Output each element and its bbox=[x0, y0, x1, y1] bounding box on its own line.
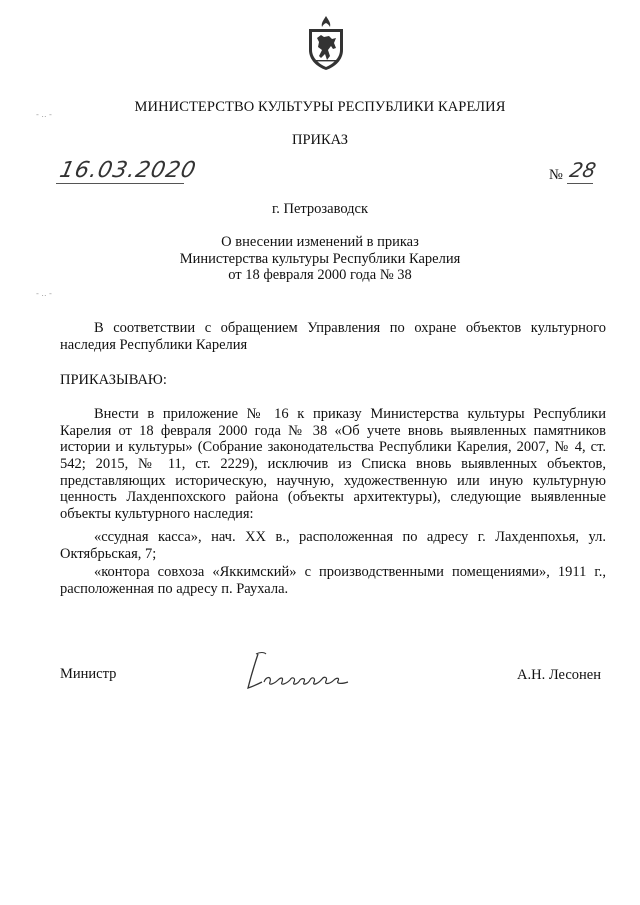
list-item: «ссудная касса», нач. XX в., расположенная по адресу г. Лахденпохья, ул. Октябрьская, 7; bbox=[60, 529, 606, 562]
number-underline bbox=[567, 183, 593, 184]
subject-line: Министерства культуры Республики Карелия bbox=[179, 250, 461, 267]
handwritten-signature bbox=[240, 646, 360, 694]
signatory-position: Министр bbox=[60, 666, 117, 682]
number-label: № bbox=[549, 167, 563, 183]
main-paragraph: Внести в приложение № 16 к приказу Министерства культуры Республики Карелия от 18 февраля 2000 года № 38 «Об учете вновь выявленных памятников истории и культуры» (Собрание законодательства Республики Карелия, 2007, № 4, ст. 542; 2015, № 11, ст. 2229), исключив из Списка вновь выявленных объектов, представляющих историческую, научную, художественную или иную культурную ценность Лахденпохского района (объекты архитектуры), следующие выявленные объекты культурного наследия: bbox=[60, 406, 606, 523]
date-underline bbox=[56, 183, 184, 184]
signatory-name: А.Н. Лесонен bbox=[517, 667, 601, 683]
city-line: г. Петрозаводск bbox=[271, 201, 369, 217]
handwritten-date: 16.03.2020 bbox=[57, 158, 199, 183]
scan-mark: - .. - bbox=[36, 289, 52, 298]
subject-line: О внесении изменений в приказ bbox=[221, 234, 419, 250]
handwritten-number: 28 bbox=[567, 158, 599, 182]
scan-mark: - .. - bbox=[36, 110, 52, 119]
document-type: ПРИКАЗ bbox=[291, 132, 349, 148]
ministry-name: МИНИСТЕРСТВО КУЛЬТУРЫ РЕСПУБЛИКИ КАРЕЛИЯ bbox=[134, 99, 506, 115]
coat-of-arms-emblem bbox=[306, 14, 346, 72]
subject-line: от 18 февраля 2000 года № 38 bbox=[228, 267, 412, 284]
order-heading: ПРИКАЗЫВАЮ: bbox=[60, 372, 167, 388]
list-item: «контора совхоза «Яккимский» с производственными помещениями», 1911 г., расположенная по адресу п. Раухала. bbox=[60, 564, 606, 597]
order-subject bbox=[0, 234, 640, 284]
preamble-paragraph: В соответствии с обращением Управления по охране объектов культурного наследия Республики Карелия bbox=[60, 320, 606, 353]
